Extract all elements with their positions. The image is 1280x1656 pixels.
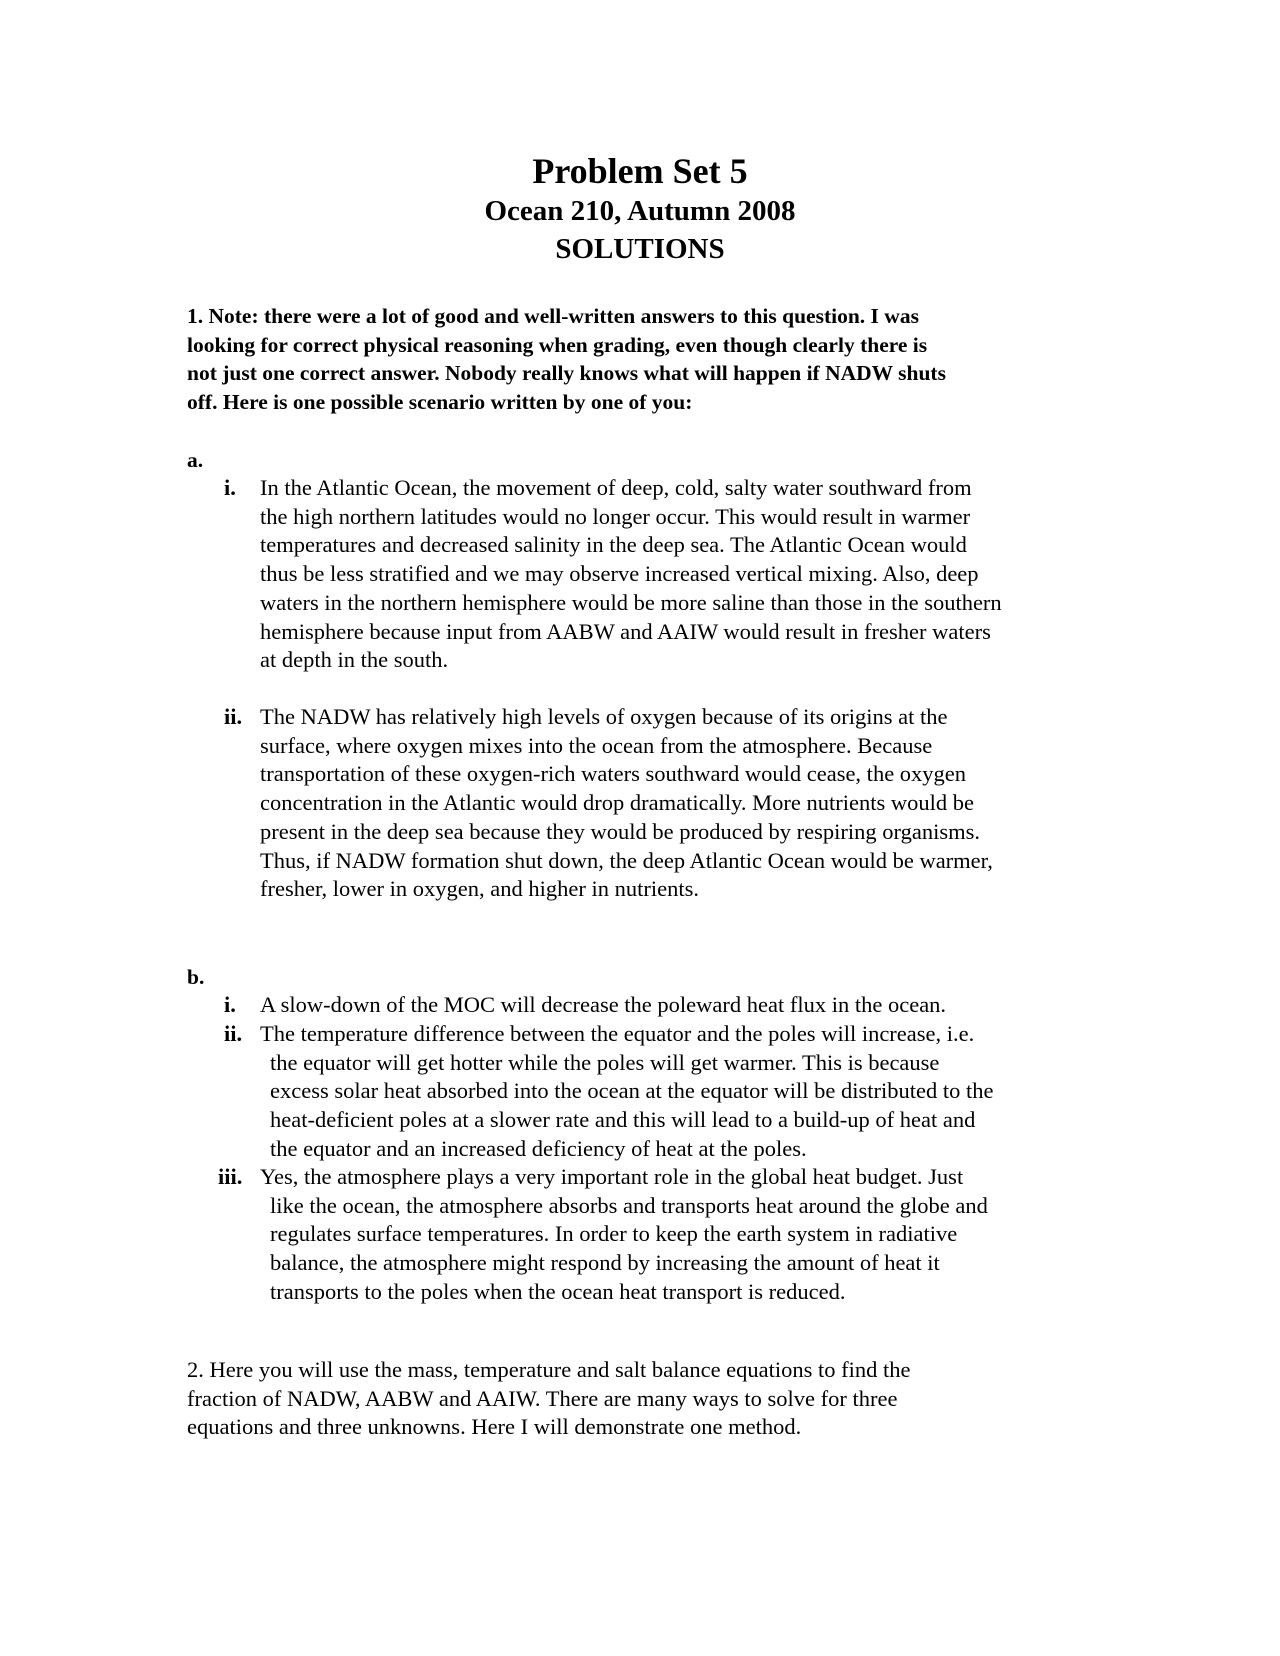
text-line: the equator will get hotter while the poles will get warmer. This is because [270,1049,940,1075]
text-line: fraction of NADW, AABW and AAIW. There are many ways to solve for three [187,1385,898,1411]
item-number: i. [224,475,236,500]
text-line: balance, the atmosphere might respond by increasing the amount of heat it [270,1250,940,1276]
page-title: Problem Set 5 [532,151,748,191]
course-title: Ocean 210, Autumn 2008 [484,195,796,227]
text-line: Thus, if NADW formation shut down, the deep Atlantic Ocean would be warmer, [260,847,993,873]
text-line: concentration in the Atlantic would drop dramatically. More nutrients would be [260,790,974,816]
text-line: the high northern latitudes would no longer occur. This would result in warmer [260,503,971,529]
text-line: temperatures and decreased salinity in the deep sea. The Atlantic Ocean would [260,532,967,558]
text-line: In the Atlantic Ocean, the movement of deep, cold, salty water southward from [260,475,972,500]
solutions-heading: SOLUTIONS [555,233,725,265]
text-line: transportation of these oxygen-rich waters southward would cease, the oxygen [260,761,967,787]
text-line: 2. Here you will use the mass, temperature and salt balance equations to find the [187,1357,911,1382]
text-line: present in the deep sea because they would be produced by respiring organisms. [260,818,980,844]
part-a-label: a. [187,448,204,472]
intro-line: looking for correct physical reasoning when grading, even though clearly there is [187,332,928,357]
text-line: excess solar heat absorbed into the ocean at the equator will be distributed to the [270,1078,994,1104]
item-text [260,1020,1080,1164]
intro-line: not just one correct answer. Nobody really knows what will happen if NADW shuts [187,361,946,385]
text-line: A slow-down of the MOC will decrease the poleward heat flux in the ocean. [260,992,947,1017]
item-text [260,1163,1080,1307]
item-number: iii. [218,1164,243,1189]
item-text [260,991,1080,1020]
text-line: the equator and an increased deficiency of heat at the poles. [270,1135,807,1161]
item-number: ii. [224,1021,243,1046]
text-line: Yes, the atmosphere plays a very important role in the global heat budget. Just [260,1164,964,1189]
question-2 [187,1356,1087,1442]
text-line: at depth in the south. [260,647,449,673]
intro-line: 1. Note: there were a lot of good and well-written answers to this question. I was [187,304,919,328]
text-line: equations and three unknowns. Here I will demonstrate one method. [187,1414,802,1440]
text-line: regulates surface temperatures. In order to keep the earth system in radiative [270,1221,958,1247]
intro-line: off. Here is one possible scenario written by one of you: [187,389,693,414]
part-b-label: b. [187,965,205,989]
text-line: transports to the poles when the ocean heat transport is reduced. [270,1278,846,1304]
text-line: waters in the northern hemisphere would be more saline than those in the southern [260,589,1002,615]
text-line: fresher, lower in oxygen, and higher in nutrients. [260,876,699,902]
text-line: The NADW has relatively high levels of oxygen because of its origins at the [260,704,948,729]
item-number: i. [224,992,236,1017]
text-line: like the ocean, the atmosphere absorbs and transports heat around the globe and [270,1192,988,1218]
title-block [0,150,1280,268]
text-line: The temperature difference between the equator and the poles will increase, i.e. [260,1021,975,1046]
item-text [260,474,1080,675]
text-line: surface, where oxygen mixes into the ocean from the atmosphere. Because [260,732,933,758]
question-1-intro [187,302,1087,416]
text-line: heat-deficient poles at a slower rate and this will lead to a build-up of heat and [270,1107,976,1133]
item-number: ii. [224,704,243,729]
text-line: hemisphere because input from AABW and AAIW would result in fresher waters [260,618,991,644]
item-text [260,703,1080,904]
text-line: thus be less stratified and we may observe increased vertical mixing. Also, deep [260,561,979,587]
